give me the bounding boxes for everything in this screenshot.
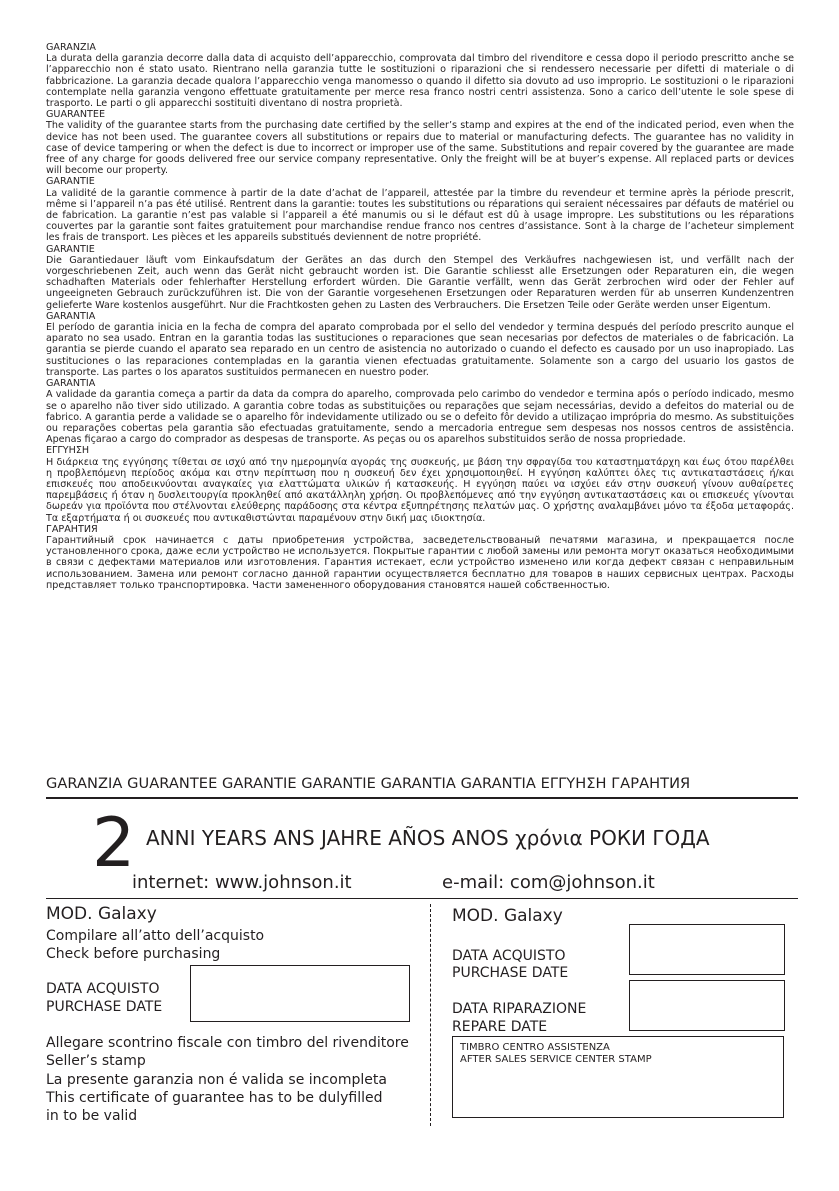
right-model-label: MOD. Galaxy — [452, 906, 563, 926]
section-title: GARANTIA — [46, 310, 96, 322]
section-body: Die Garantiedauer läuft vom Einkaufsdatum der Gerätes an das durch den Stempel des Verkäufres nachgewiesen ist, und verfällt nach der vorgeschriebenen Zeit, auch wenn das Gerät nicht gebraucht worden ist. Die Garantie schliesst alle Ersetzungen oder Reparaturen ein, die wegen schadhaften Materials oder fehlerhafter Herstellung erfordert würden. Die Garantie verfällt, wenn das Gerät zerbrochen wird oder der Fehler auf ungeeigneten Gebrauch zurückzuführen ist. Die von der Garantie vorgesehenen Ersetzungen oder Reparaturen werden für ab unserren Kundenzentren gelieferte Ware kostenlos ausgeführt. Nur die Frachtkosten gehen zu Lasten des Verbrauchers. Die Ersetzen Teile oder Geräte werden unser Eigentum. — [46, 254, 794, 311]
left-footer-5: in to be valid — [46, 1108, 138, 1124]
section-title: GARANZIA — [46, 42, 96, 53]
stamp-label-2: AFTER SALES SERVICE CENTER STAMP — [460, 1053, 652, 1065]
right-purchase-date-label-2: PURCHASE DATE — [452, 965, 569, 981]
section-body: The validity of the guarantee starts from the purchasing date certified by the seller’s stamp and expires at the end of the indicated period, even when the device has not been used. The guarantee covers all substitutions or repairs due to material or manufacturing defects. The guarantee has no validity in case of device tampering or when the defect is due to incorrect or improper use of the same. Substitutions and repair covered by the guarantee are made free of any charge for goods delivered free our service company representative. Only the freight will be at buyer’s expense. All replaced parts or devices will become our property. — [46, 120, 794, 177]
right-repair-date-box[interactable] — [629, 980, 785, 1031]
left-model-label: MOD. Galaxy — [46, 904, 157, 924]
left-footer-1: Allegare scontrino fiscale con timbro del rivenditore — [46, 1035, 409, 1051]
right-purchase-date-box[interactable] — [629, 924, 785, 975]
duration-units: ANNI YEARS ANS JAHRE AÑOS ANOS χρόνια РОКИ ГОДА — [146, 826, 710, 850]
left-footer-3: La presente garanzia non é valida se incompleta — [46, 1072, 387, 1088]
website-link[interactable]: internet: www.johnson.it — [132, 872, 352, 893]
section-title: ГАРАНТИЯ — [46, 523, 98, 535]
warranty-text — [46, 42, 794, 591]
section-body: Гарантийный срок начинается с даты приобретения устройства, засведетельствованый печатями магазина, и прекращается после установленного срока, даже если устройство не используется. Покрытые гарантии с любой замены или ремонта могут оказаться необходимыми в связи с дефектами материалов или изготовления. Гарантия истекает, если устройство изменено или когда дефект связан с неправильным использованием. Замена или ремонт согласно данной гарантии осуществляется бесплатно для товаров в наших сервисных центрах. Расходы представляет только транспортировка. Части замененного оборудования становятся нашей собственностью. — [46, 534, 794, 591]
section-title: GARANTIE — [46, 176, 95, 188]
left-footer-4: This certificate of guarantee has to be dulyfilled — [46, 1090, 383, 1106]
section-body: A validade da garantia começa a partir da data da compra do aparelho, comprovada pelo carimbo do vendedor e termina após o período indicado, mesmo se o aparelho não tiver sido utilizado. A garantia cobre todas as substituições ou reparações que sejam necessárias, devido a defeitos do material ou de fabrico. A garantia perde a validade se o aparelho fôr indevidamente utilizado ou se o defeito fôr devido a utilizaçao imprópria do mesmo. As substituições ou reparações cobertas pela garantia são efectuadas gratuitamente, sendo a mercadoria entregue sem despesas nos nossos centros de assistência. Apenas fiçarao a cargo do comprador as despesas de transporte. As peças ou os aparelhos substituidos serão de nossa propriedade. — [46, 389, 794, 446]
right-repair-date-label-1: DATA RIPARAZIONE — [452, 1001, 587, 1017]
left-instruction-2: Check before purchasing — [46, 946, 221, 962]
stamp-label-1: TIMBRO CENTRO ASSISTENZA — [460, 1042, 610, 1053]
left-purchase-date-label-2: PURCHASE DATE — [46, 999, 163, 1015]
left-instruction-1: Compilare all’atto dell’acquisto — [46, 928, 265, 944]
section-body: Η διάρκεια της εγγύησης τίθεται σε ισχύ από την ημερομηνία αγοράς της συσκευής, με βάση την σφραγίδα του καταστηματάρχη και έως ότου παρέλθει η προβλεπόμενη περίοδος ακόμα και στην περίπτωση που η συσκευή δεν έχει χρησιμοποιηθεί. Η εγγύηση καλύπτει όλες τις αντικαταστάσεις ή/και επισκευές που αποδεικνύονται αναγκαίες για ελαττώματα υλικών ή κατασκευής. Η εγγύηση παύει να ισχύει εάν στην συσκευή γίνουν αυθαίρετες παρεμβάσεις ή όταν η δυσλειτουργία προκληθεί από ακατάλληλη χρήση. Οι προβλεπόμενες από την εγγύηση αντικαταστάσεις και οι επισκευές γίνονται δωρεάν για προϊόντα που στέλνονται ελεύθερης παράδοσης στα κέντρα εξυπηρέτησης πελατών μας. Ο χρήστης αναλαμβάνει μόνο τα έξοδα μεταφοράς. Τα εξαρτήματα ή οι συσκευές που αντικαθιστώνται παραμένουν στην δική μας ιδιοκτησία. — [46, 456, 794, 524]
cut-line — [430, 904, 431, 1126]
email-link[interactable]: e-mail: com@johnson.it — [442, 872, 655, 893]
guarantee-banner: GARANZIA GUARANTEE GARANTIE GARANTIE GARANTIA GARANTIA ΕΓΓΥΗΣΗ ГАРАНТИЯ — [46, 775, 691, 792]
section-title: ΕΓΓΥΗΣΗ — [46, 445, 90, 457]
left-purchase-date-label-1: DATA ACQUISTO — [46, 981, 160, 997]
section-body: El período de garantia inicia en la fecha de compra del aparato comprobada por el sello del vendedor y termina después del período prescrito aunque el aparato no sea usado. Entran en la garantia todas las sustituciones o reparaciones que sean necesarias por defectos de materiales o de fabricación. La garantia se pierde cuando el aparato sea reparado en un centro de asistencia no autorizado o cuando el defecto es causado por un uso inapropiado. Las sustituciones o las reparaciones contempladas en la garantia vienen efectuadas gratuitamente. Solamente son a cargo del usuario los gastos de transporte. Las partes o los aparatos sustituidos permanecen en nuestro poder. — [46, 322, 794, 378]
right-repair-date-label-2: REPARE DATE — [452, 1019, 548, 1035]
left-purchase-date-box[interactable] — [190, 965, 410, 1022]
right-purchase-date-label-1: DATA ACQUISTO — [452, 948, 566, 964]
section-title: GARANTIE — [46, 243, 95, 255]
service-center-stamp-box[interactable] — [452, 1036, 784, 1118]
contact-rule — [46, 898, 798, 899]
duration-number: 2 — [92, 804, 136, 883]
section-title: GUARANTEE — [46, 109, 106, 121]
section-body: La durata della garanzia decorre dalla data di acquisto dell’apparecchio, comprovata dal timbro del rivenditore e cessa dopo il periodo prescritto anche se l’apparecchio non é stato usato. Rientrano nella garanzia tutte le sostituzioni o riparazioni che si rendessero necessarie per difetti di materiale o di fabbricazione. La garanzia decade qualora l’apparecchio venga manomesso o quando il difetto sia dovuto ad uso improprio. Le sostituzioni o le riparazioni contemplate nella garanzia vengono effettuate gratuitamente per merce resa franco nostri centri assistenza. Sono a carico dell’utente le sole spese di trasporto. Le parti o gli apparecchi sostituiti diventano di nostra proprietà. — [46, 53, 794, 110]
section-body: La validité de la garantie commence à partir de la date d’achat de l’appareil, attestée par la timbre du revendeur et termine après la période prescrit, même si l’appareil n’a pas été utilisé. Rentrent dans la garantie: toutes les substitutions ou réparations qui seraient nécessaires par défauts de matériel ou de fabrication. La garantie n’est pas valable si l’appareil a été manumis ou si le défaut est dû à usage impropre. Les substitutions ou les réparations couvertes par la garantie sont faites gratuitement pour marchandise rendue franco nos centres d’assistance. Sont à la charge de l’acheteur simplement les frais de transport. Les pièces et les appareils substitués deviennent de notre propriété. — [46, 187, 794, 244]
left-footer-2: Seller’s stamp — [46, 1053, 146, 1069]
banner-rule — [46, 797, 798, 799]
section-title: GARANTIA — [46, 378, 96, 390]
